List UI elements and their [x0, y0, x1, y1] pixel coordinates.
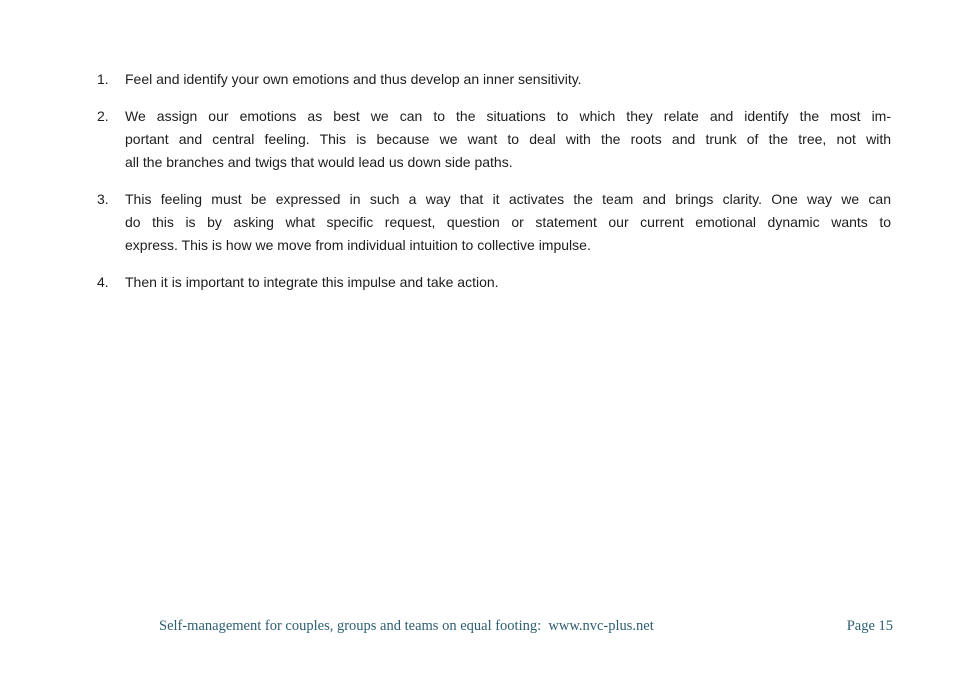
list-number: 4.: [97, 274, 109, 290]
list-item-3: [97, 188, 891, 257]
page-number: Page 15: [846, 618, 893, 634]
text-line: This feeling must be expressed in such a way that it activates the team and brings clarity. One way we can: [125, 191, 891, 207]
text-line: all the branches and twigs that would lead us down side paths.: [125, 154, 513, 170]
text-line: Feel and identify your own emotions and thus develop an inner sensitivity.: [125, 71, 582, 87]
list-item-1: [97, 68, 891, 91]
list-item-2: [97, 105, 891, 174]
text-line: do this is by asking what specific request, question or statement our current emotional dynamic wants to: [125, 214, 891, 230]
list-number: 3.: [97, 191, 109, 207]
list-item-4: [97, 271, 891, 294]
text-line: Then it is important to integrate this impulse and take action.: [125, 274, 499, 290]
text-line: We assign our emotions as best we can to the situations to which they relate and identify the most im-: [125, 108, 891, 124]
list-number: 1.: [97, 71, 109, 87]
list-item-text: [125, 68, 891, 91]
text-line: portant and central feeling. This is because we want to deal with the roots and trunk of the tree, not with: [125, 131, 891, 147]
text-line: express. This is how we move from individual intuition to collective impulse.: [125, 237, 591, 253]
list-item-text: [125, 105, 891, 174]
list-item-text: [125, 188, 891, 257]
footer-text: Self-management for couples, groups and teams on equal footing: www.nvc-plus.net: [159, 618, 654, 634]
page-footer: [0, 616, 960, 638]
numbered-list: [97, 68, 891, 308]
list-number: 2.: [97, 108, 109, 124]
list-item-text: [125, 271, 891, 294]
